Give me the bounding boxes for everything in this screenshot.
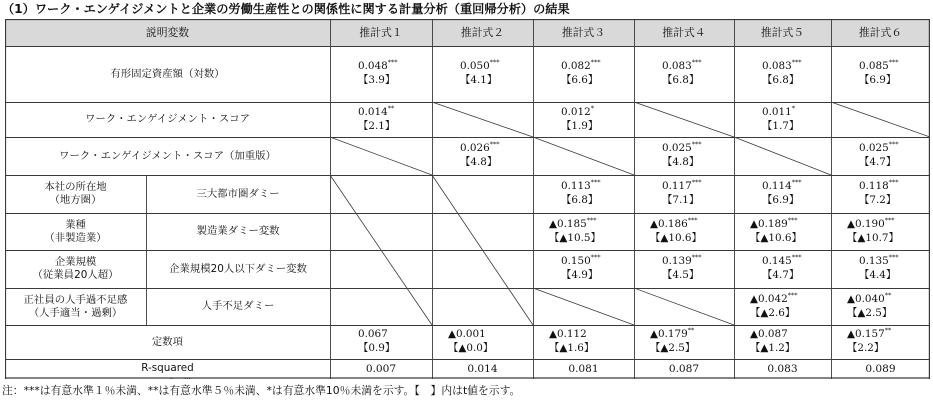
- stat-value: [330, 378, 432, 379]
- not-applicable-diagonal: [330, 175, 432, 325]
- not-applicable-diagonal: [533, 137, 634, 175]
- coefficient-cell: [549, 217, 620, 245]
- coefficient-value: ▲0.186: [650, 217, 688, 230]
- t-value: 【1.7】: [762, 119, 800, 132]
- regression-table: [5, 19, 930, 379]
- row-label: 有形固定資産額（対数）: [110, 67, 225, 80]
- t-value: 【2.1】: [358, 119, 396, 132]
- coefficient-value: 0.150: [561, 255, 591, 267]
- table-footnote: 注：***は有意水準１％未満、**は有意水準５％未満、*は有意水準10％未満を示す。【 】内はt値を示す。: [2, 384, 521, 397]
- row-label: ワーク・エンゲイジメント・スコア: [84, 113, 250, 125]
- header-model: 推計式３: [561, 25, 606, 39]
- coefficient-cell: [847, 292, 916, 320]
- coefficient-value: ▲0.179: [650, 328, 688, 340]
- t-value: 【4.4】: [859, 269, 897, 281]
- coefficient-value: 0.135: [859, 255, 889, 267]
- not-applicable-diagonal: [634, 288, 734, 325]
- not-applicable-diagonal: [734, 137, 831, 175]
- header-model: 推計式２: [460, 25, 505, 39]
- row-group-label: 企業規模 （従業員20人超）: [32, 256, 119, 281]
- t-value: 【0.9】: [358, 342, 396, 354]
- t-value: 【4.5】: [662, 269, 700, 281]
- significance-marker: ***: [387, 58, 398, 67]
- header-model: 推計式１: [359, 25, 403, 39]
- coefficient-value: 0.083: [662, 60, 692, 72]
- significance-marker: ***: [489, 58, 500, 67]
- not-applicable-diagonal: [432, 175, 533, 325]
- significance-marker: *: [590, 104, 594, 113]
- row-label: 定数項: [151, 335, 184, 348]
- coefficient-cell: [847, 217, 916, 245]
- significance-marker: **: [884, 326, 892, 335]
- significance-marker: ***: [590, 58, 601, 67]
- coefficient-cell: [561, 105, 632, 133]
- t-value: 【▲0.0】: [448, 342, 494, 354]
- significance-marker: ***: [888, 178, 899, 187]
- significance-marker: ***: [590, 253, 601, 262]
- table-title: （1）ワーク・エンゲイジメントと企業の労働生産性との関係性に関する計量分析（重回帰分析）の結果: [2, 2, 570, 16]
- coefficient-cell: [750, 292, 817, 320]
- significance-marker: **: [884, 291, 892, 300]
- coefficient-value: 0.026: [460, 142, 490, 154]
- row-label: 企業規模20人以下ダミー変数: [169, 262, 307, 275]
- stat-value: [634, 378, 734, 379]
- row-label: 製造業ダミー変数: [196, 225, 280, 237]
- t-value: 【6.8】: [762, 74, 800, 86]
- significance-marker: **: [387, 104, 395, 113]
- stat-value: 0.087: [668, 362, 700, 375]
- t-value: 【▲10.5】: [549, 231, 601, 244]
- coefficient-value: 0.025: [859, 142, 889, 154]
- coefficient-cell: [859, 59, 928, 87]
- not-applicable-diagonal: [634, 102, 734, 137]
- coefficient-cell: [561, 59, 632, 87]
- significance-marker: ***: [787, 216, 798, 225]
- t-value: 【6.8】: [561, 194, 599, 206]
- t-value: 【2.2】: [847, 342, 885, 354]
- coefficient-cell: [847, 327, 916, 355]
- coefficient-value: 0.050: [460, 60, 490, 72]
- coefficient-cell: [561, 254, 632, 282]
- significance-marker: ***: [888, 140, 899, 149]
- t-value: 【▲2.6】: [750, 306, 796, 319]
- coefficient-cell: [859, 179, 928, 207]
- t-value: 【▲1.2】: [750, 342, 796, 354]
- coefficient-cell: [662, 141, 732, 169]
- not-applicable-diagonal: [432, 102, 533, 137]
- coefficient-value: ▲0.040: [847, 292, 885, 305]
- coefficient-cell: [859, 141, 928, 169]
- coefficient-value: ▲0.190: [847, 217, 885, 230]
- coefficient-value: ▲0.001: [448, 328, 486, 340]
- t-value: 【7.2】: [859, 194, 897, 206]
- stat-value: [734, 378, 831, 379]
- stat-value: 0.014: [467, 362, 498, 375]
- stat-value: 0.083: [767, 362, 798, 375]
- t-value: 【4.8】: [460, 156, 498, 168]
- coefficient-cell: [549, 327, 620, 355]
- coefficient-cell: [750, 327, 817, 355]
- coefficient-cell: [448, 327, 519, 355]
- coefficient-value: 0.117: [662, 180, 692, 192]
- significance-marker: **: [687, 326, 695, 335]
- stat-value: 0.089: [865, 362, 896, 375]
- header-model: 推計式５: [760, 25, 805, 39]
- coefficient-cell: [650, 327, 720, 355]
- header-model: 推計式６: [858, 25, 903, 39]
- not-applicable-diagonal: [533, 288, 634, 325]
- coefficient-value: 0.083: [762, 60, 792, 72]
- stat-value: 0.081: [568, 362, 599, 375]
- significance-marker: ***: [489, 140, 500, 149]
- t-value: 【6.9】: [859, 74, 897, 86]
- coefficient-value: ▲0.087: [750, 328, 788, 340]
- stat-value: [432, 378, 533, 379]
- t-value: 【▲1.6】: [549, 342, 595, 354]
- significance-marker: ***: [791, 178, 802, 187]
- significance-marker: ***: [791, 253, 802, 262]
- coefficient-value: ▲0.185: [549, 217, 587, 230]
- stat-value: [831, 378, 930, 379]
- coefficient-cell: [762, 179, 829, 207]
- coefficient-cell: [662, 59, 732, 87]
- coefficient-value: 0.067: [358, 328, 388, 340]
- significance-marker: ***: [586, 216, 597, 225]
- t-value: 【▲10.6】: [650, 231, 702, 244]
- coefficient-cell: [358, 327, 430, 355]
- stat-value: 0.007: [365, 362, 397, 375]
- row-group-label: 正社員の人手過不足感 （人手適当・過剰）: [23, 293, 128, 319]
- coefficient-cell: [762, 59, 829, 87]
- coefficient-cell: [650, 217, 720, 245]
- coefficient-cell: [460, 141, 531, 169]
- significance-marker: ***: [590, 178, 601, 187]
- coefficient-value: 0.012: [561, 105, 591, 118]
- stat-value: [533, 378, 634, 379]
- t-value: 【4.7】: [762, 269, 800, 281]
- coefficient-value: ▲0.042: [750, 292, 788, 305]
- t-value: 【7.1】: [662, 194, 700, 206]
- header-model: 推計式４: [662, 25, 706, 39]
- significance-marker: ***: [787, 291, 798, 300]
- t-value: 【▲10.6】: [750, 231, 802, 244]
- significance-marker: ***: [691, 140, 702, 149]
- coefficient-value: 0.118: [859, 180, 889, 192]
- significance-marker: ***: [687, 216, 698, 225]
- coefficient-value: 0.048: [358, 60, 388, 72]
- significance-marker: ***: [691, 253, 702, 262]
- coefficient-cell: [662, 179, 732, 207]
- coefficient-value: 0.139: [662, 255, 692, 267]
- significance-marker: ***: [791, 58, 802, 67]
- coefficient-cell: [750, 217, 817, 245]
- significance-marker: ***: [888, 58, 899, 67]
- t-value: 【▲2.5】: [650, 342, 696, 354]
- t-value: 【▲2.5】: [847, 306, 893, 319]
- header-variable: 説明変数: [145, 25, 190, 39]
- not-applicable-diagonal: [831, 102, 930, 137]
- coefficient-value: 0.025: [662, 142, 692, 154]
- coefficient-value: ▲0.189: [750, 217, 788, 230]
- coefficient-value: 0.014: [358, 105, 388, 118]
- significance-marker: ***: [691, 58, 702, 67]
- not-applicable-diagonal: [330, 137, 432, 175]
- coefficient-value: 0.114: [762, 180, 792, 192]
- t-value: 【6.8】: [662, 74, 700, 86]
- coefficient-value: 0.085: [859, 60, 889, 72]
- significance-marker: ***: [888, 253, 899, 262]
- t-value: 【1.9】: [561, 119, 599, 132]
- coefficient-cell: [460, 59, 531, 87]
- t-value: 【4.1】: [460, 74, 498, 86]
- t-value: 【6.9】: [762, 194, 800, 206]
- coefficient-cell: [561, 179, 632, 207]
- coefficient-cell: [762, 254, 829, 282]
- row-label: 三大都市圏ダミー: [196, 187, 280, 200]
- row-label: ワーク・エンゲイジメント・スコア（加重版）: [59, 149, 276, 162]
- coefficient-value: 0.113: [561, 180, 591, 192]
- coefficient-cell: [859, 254, 928, 282]
- t-value: 【4.7】: [859, 156, 897, 168]
- row-label: [5, 378, 330, 379]
- coefficient-cell: [358, 105, 430, 133]
- coefficient-value: 0.082: [561, 60, 591, 72]
- row-label: R-squared: [141, 362, 194, 374]
- t-value: 【6.6】: [561, 74, 599, 86]
- coefficient-value: ▲0.112: [549, 328, 587, 340]
- coefficient-cell: [762, 105, 829, 133]
- coefficient-cell: [662, 254, 732, 282]
- row-label: 人手不足ダミー: [201, 300, 275, 312]
- t-value: 【3.9】: [358, 74, 396, 86]
- t-value: 【4.9】: [561, 269, 599, 281]
- coefficient-cell: [358, 59, 430, 87]
- row-group-label: 業種 （非製造業）: [44, 218, 107, 244]
- significance-marker: *: [791, 104, 795, 113]
- t-value: 【4.8】: [662, 156, 700, 168]
- coefficient-value: 0.011: [762, 105, 792, 118]
- significance-marker: ***: [884, 216, 895, 225]
- row-group-label: 本社の所在地 （地方圏）: [44, 181, 107, 206]
- significance-marker: ***: [691, 178, 702, 187]
- t-value: 【▲10.7】: [847, 231, 899, 244]
- coefficient-value: 0.145: [762, 255, 792, 267]
- coefficient-value: ▲0.157: [847, 328, 885, 340]
